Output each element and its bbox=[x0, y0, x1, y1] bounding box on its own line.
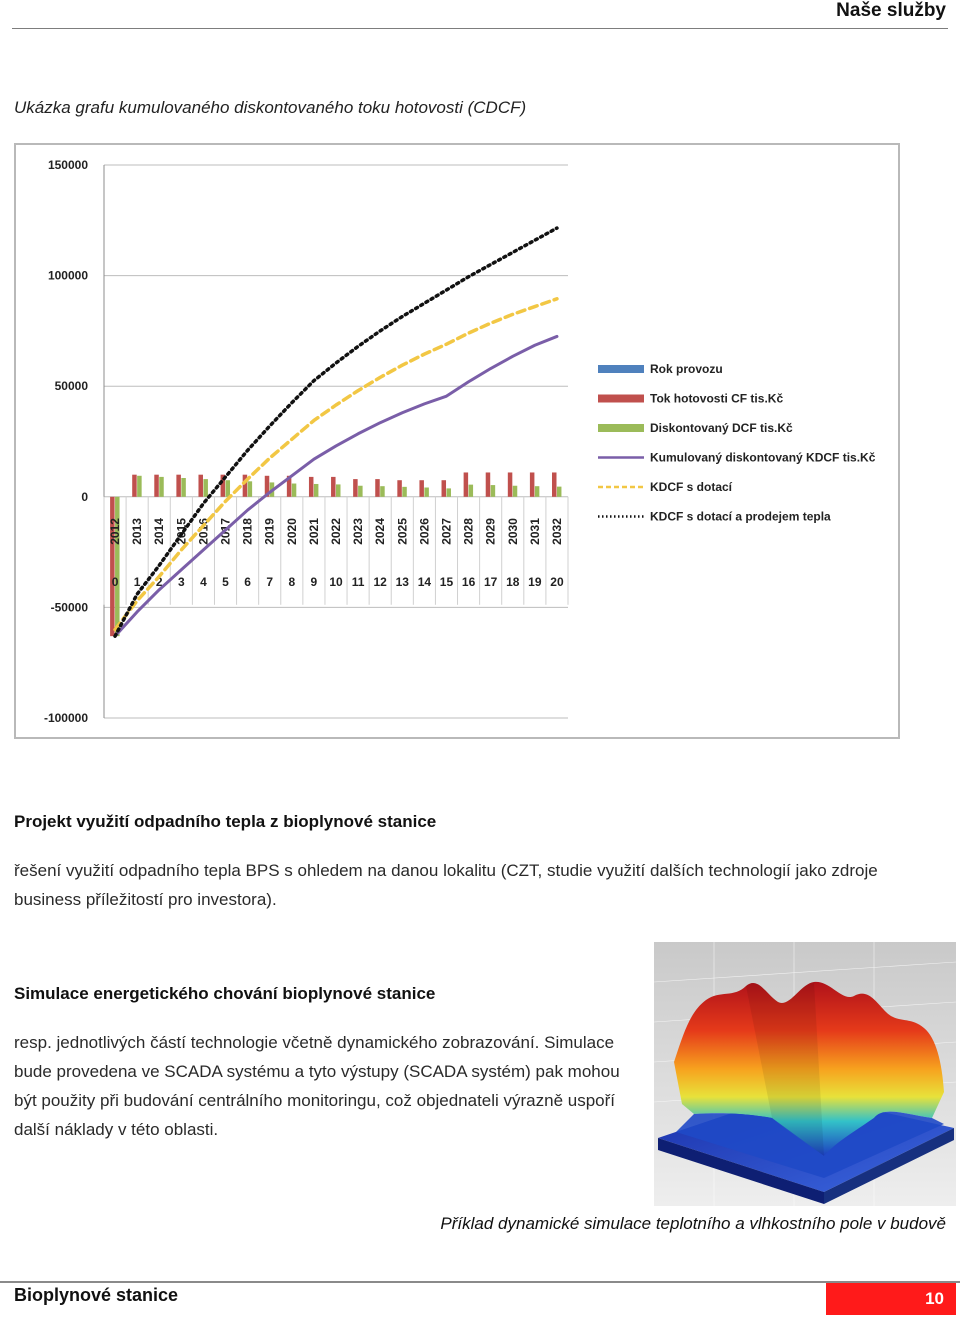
legend-label: KDCF s dotací bbox=[650, 480, 733, 494]
bar bbox=[508, 472, 513, 496]
bar bbox=[491, 485, 496, 497]
x-tick-label: 9 bbox=[310, 574, 318, 589]
bar bbox=[419, 480, 424, 497]
bar bbox=[176, 475, 181, 497]
section1-heading: Projekt využití odpadního tepla z bioplynové stanice bbox=[14, 812, 437, 831]
x-tick-label: 5 bbox=[222, 574, 229, 589]
legend-label: Tok hotovosti CF tis.Kč bbox=[650, 391, 784, 406]
x-category-label: 2029 bbox=[483, 518, 498, 545]
x-tick-label: 8 bbox=[288, 574, 296, 589]
simulation-3d-image bbox=[654, 942, 956, 1206]
bar bbox=[226, 480, 231, 497]
y-tick-label: -50000 bbox=[50, 600, 88, 615]
x-category-label: 2015 bbox=[174, 518, 189, 545]
bar bbox=[557, 487, 562, 497]
bar bbox=[358, 486, 363, 497]
legend-label: Kumulovaný diskontovaný KDCF tis.Kč bbox=[650, 450, 876, 465]
bar bbox=[446, 488, 451, 496]
x-category-label: 2024 bbox=[373, 518, 388, 545]
x-tick-label: 11 bbox=[351, 574, 365, 589]
bar bbox=[159, 477, 164, 497]
x-category-label: 2016 bbox=[196, 518, 211, 545]
x-category-label: 2026 bbox=[417, 518, 432, 545]
x-tick-label: 10 bbox=[329, 574, 343, 589]
header-title: Naše služby bbox=[836, 0, 946, 21]
x-category-label: 2025 bbox=[395, 518, 410, 545]
y-tick-label: 0 bbox=[81, 489, 88, 504]
legend-label: Rok provozu bbox=[650, 362, 723, 376]
bar bbox=[181, 478, 186, 497]
bar bbox=[331, 477, 336, 497]
bar bbox=[397, 480, 402, 497]
x-tick-label: 12 bbox=[373, 574, 387, 589]
bar bbox=[469, 485, 474, 497]
x-category-label: 2018 bbox=[240, 518, 255, 545]
legend-swatch bbox=[598, 395, 644, 403]
bar bbox=[110, 497, 115, 636]
bar bbox=[132, 475, 137, 497]
x-tick-label: 6 bbox=[244, 574, 251, 589]
bar bbox=[424, 488, 429, 497]
footer-rule bbox=[0, 1281, 960, 1283]
chart-caption: Ukázka grafu kumulovaného diskontovaného toku hotovosti (CDCF) bbox=[14, 98, 527, 117]
y-tick-label: 50000 bbox=[54, 379, 88, 394]
x-category-label: 2012 bbox=[108, 518, 123, 545]
bar bbox=[552, 472, 557, 496]
simulation-3d-figure bbox=[654, 942, 956, 1206]
bar bbox=[198, 475, 203, 497]
x-tick-label: 4 bbox=[200, 574, 207, 589]
bar bbox=[353, 479, 358, 497]
x-tick-label: 15 bbox=[439, 574, 454, 589]
x-category-label: 2023 bbox=[351, 518, 366, 545]
section1-text: řešení využití odpadního tepla BPS s ohledem na danou lokalitu (CZT, studie využití dalších technologií jako zdroje business příležitostí pro investora). bbox=[14, 861, 878, 909]
x-tick-label: 19 bbox=[528, 574, 542, 589]
x-tick-label: 0 bbox=[111, 574, 119, 589]
bar bbox=[314, 484, 319, 497]
x-tick-label: 1 bbox=[133, 574, 141, 589]
section2-heading: Simulace energetického chování bioplynové stanice bbox=[14, 984, 436, 1003]
x-category-label: 2028 bbox=[461, 518, 476, 545]
bar bbox=[464, 472, 469, 496]
page-number: 10 bbox=[925, 1289, 944, 1308]
bar bbox=[115, 497, 120, 636]
x-category-label: 2014 bbox=[152, 518, 167, 545]
x-tick-label: 14 bbox=[417, 574, 432, 589]
legend-swatch bbox=[598, 424, 644, 432]
bar bbox=[513, 486, 518, 497]
y-tick-label: -100000 bbox=[43, 711, 88, 725]
header-rule bbox=[12, 28, 948, 29]
x-category-label: 2019 bbox=[262, 518, 277, 545]
x-category-label: 2030 bbox=[505, 518, 520, 545]
legend-swatch bbox=[598, 365, 644, 373]
page-number-box bbox=[826, 1283, 956, 1315]
x-tick-label: 3 bbox=[177, 574, 185, 589]
bar bbox=[154, 475, 159, 497]
bar bbox=[248, 481, 253, 496]
bar bbox=[309, 477, 314, 497]
bar bbox=[292, 484, 297, 497]
x-category-label: 2013 bbox=[130, 518, 145, 545]
bar bbox=[380, 486, 385, 497]
x-tick-label: 17 bbox=[483, 574, 498, 589]
section2-text: resp. jednotlivých částí technologie včetně dynamického zobrazování. Simulace bude provedena ve SCADA systému a tyto výstupy (SCADA systém) pak mohou být použity při budování centrálního monitoringu, což objednateli výrazně uspoří další náklady v této oblasti. bbox=[14, 1033, 620, 1139]
x-tick-label: 20 bbox=[550, 574, 564, 589]
bar bbox=[375, 479, 380, 497]
x-category-label: 2021 bbox=[306, 518, 321, 545]
x-tick-label: 18 bbox=[506, 574, 520, 589]
bar bbox=[336, 484, 341, 496]
bar bbox=[137, 476, 142, 497]
x-category-label: 2027 bbox=[439, 518, 454, 545]
x-tick-label: 7 bbox=[266, 574, 274, 589]
bar bbox=[203, 479, 208, 497]
footer-title: Bioplynové stanice bbox=[14, 1285, 179, 1305]
cdcf-chart bbox=[14, 143, 900, 739]
x-tick-label: 16 bbox=[461, 574, 476, 589]
legend-label: Diskontovaný DCF tis.Kč bbox=[650, 421, 793, 435]
x-category-label: 2017 bbox=[218, 518, 233, 545]
legend-label: KDCF s dotací a prodejem tepla bbox=[650, 509, 831, 524]
bar bbox=[402, 487, 407, 497]
x-tick-label: 2 bbox=[155, 574, 163, 589]
y-tick-label: 100000 bbox=[47, 268, 88, 283]
bar bbox=[530, 472, 535, 496]
x-category-label: 2032 bbox=[549, 518, 564, 545]
bar bbox=[442, 480, 447, 497]
y-tick-label: 150000 bbox=[47, 158, 88, 172]
cdcf-chart-svg bbox=[16, 145, 898, 737]
figure-caption: Příklad dynamické simulace teplotního a vlhkostního pole v budově bbox=[440, 1214, 946, 1233]
x-tick-label: 13 bbox=[395, 574, 409, 589]
bar bbox=[535, 486, 540, 497]
x-category-label: 2031 bbox=[527, 518, 542, 545]
x-category-label: 2022 bbox=[329, 518, 343, 545]
x-category-label: 2020 bbox=[284, 518, 299, 545]
bar bbox=[486, 472, 491, 496]
